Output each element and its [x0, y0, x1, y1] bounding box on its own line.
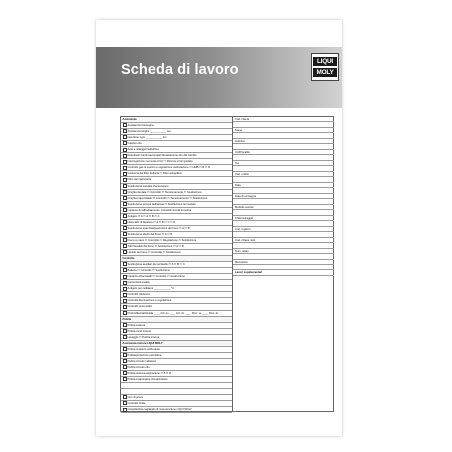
checkbox[interactable] — [123, 293, 127, 297]
checkbox[interactable] — [123, 299, 127, 303]
info-field-label: Data — [233, 183, 334, 188]
info-field-label: Meccanico — [233, 260, 334, 265]
row-label: Sostituzione dischi del freno ☐ A ☐ B — [127, 232, 173, 236]
checkbox[interactable] — [123, 232, 127, 236]
row-label: Assistenza — [122, 118, 137, 121]
row-label: Pulizia vano motore — [127, 329, 152, 333]
row-label: Pulizia esterna — [127, 323, 146, 327]
row-label: Cinghia trapezoidale ☐ Controllo ☐ Tensionamento ☐ Sostituzione — [127, 196, 208, 200]
service-checklist — [121, 117, 233, 411]
row-label: Controllo finale — [127, 402, 146, 406]
checkbox[interactable] — [123, 178, 127, 182]
info-field-label: Data di consegna — [233, 194, 334, 199]
checkbox[interactable] — [123, 305, 127, 309]
checkbox[interactable] — [123, 287, 127, 291]
liqui-moly-logo — [311, 53, 339, 81]
checkbox[interactable] — [123, 154, 127, 158]
checkbox[interactable] — [123, 401, 127, 405]
info-field-label: Cod. ordine — [233, 172, 334, 177]
row-label: Idroscatto di fasatura ☐ A ☐ B ☐ C ☐ D — [127, 220, 176, 224]
row-label: Antigelo per radiatore ___________ °C — [127, 287, 175, 291]
checkbox[interactable] — [123, 135, 127, 139]
row-label: Compilazione tagliando di manutenzione LIQUI MOLY — [127, 408, 192, 412]
checkbox[interactable] — [123, 323, 127, 327]
checkbox[interactable] — [123, 408, 127, 412]
checkbox[interactable] — [123, 148, 127, 152]
row-label: Impianto alzacristalli ☐ Controllo ☐ Sostituzione — [127, 275, 185, 279]
checkbox[interactable] — [123, 395, 127, 399]
customer-info-panel — [233, 117, 334, 411]
checkbox[interactable] — [123, 335, 127, 339]
row-label: Ispezione ogni ___________ km — [127, 136, 167, 140]
info-field-label: Cod. cliente — [233, 117, 334, 122]
checkbox[interactable] — [123, 226, 127, 230]
checkbox[interactable] — [123, 141, 127, 145]
checkbox[interactable] — [123, 311, 127, 315]
row-label: Cambio olio — [127, 142, 142, 146]
row-label: Filtro del carburante — [127, 178, 152, 182]
row-label: Auto a noleggio/redistribui — [127, 148, 159, 152]
row-label: Lavaggio ☐ Pulizia interna — [127, 335, 160, 339]
work-order-sheet — [96, 20, 342, 436]
row-label: Batteria ☐ Controllo ☐ Sostituzione — [127, 269, 170, 273]
checkbox[interactable] — [123, 365, 127, 369]
row-label: Pulizia impianto carburante — [127, 347, 160, 351]
checkbox[interactable] — [123, 377, 127, 381]
checkbox[interactable] — [123, 160, 127, 164]
row-label: Sostituzione ausiliari dei portiselle ☐ A ☐ B ☐ C — [127, 263, 185, 267]
checkbox[interactable] — [123, 129, 127, 133]
row-label: Sostituzione candele d'accensione — [127, 184, 169, 188]
row-label: Assistenza lunghe ___________ km — [127, 130, 171, 134]
checkbox[interactable] — [123, 371, 127, 375]
info-field-label: Modello veicolo — [233, 205, 334, 210]
row-label: Pulizia evaporatore climatizzatore — [127, 378, 168, 382]
row-label: Controllo gas di scarico e regolazione carburazione ☐ HMB ☐ B ☐ D — [127, 166, 211, 170]
checkbox[interactable] — [123, 281, 127, 285]
row-label: Controllo rabbocco — [127, 293, 151, 297]
row-label: Sostituzione spazzola/guarnizioni del freno ☐ A ☐ B — [127, 226, 190, 230]
row-label: Controllo illuminazione e regolazione — [127, 299, 172, 303]
checkbox[interactable] — [123, 202, 127, 206]
checkbox[interactable] — [123, 214, 127, 218]
row-label: Controllo pneumatici — [127, 305, 152, 309]
info-field-label: Nome — [233, 128, 334, 133]
row-label: Liquido del freno ☐ Controllo ☐ Sostituzione — [127, 251, 181, 255]
checkbox[interactable] — [123, 190, 127, 194]
info-field-label: Lavori supplementari — [233, 270, 334, 275]
row-label: Pulizia sistema aspirazione ☐ A ☐ B — [127, 371, 172, 375]
checkbox[interactable] — [123, 268, 127, 272]
checkbox[interactable] — [123, 275, 127, 279]
row-label: Freno a mano ☐ Controllo ☐ Regolazione ☐ Sostituzione — [127, 238, 197, 242]
row-label: Pulizia circuito olio — [127, 365, 150, 369]
checkbox[interactable] — [123, 262, 127, 266]
row-label: Antigelo ☐ A ☐ A ☐ B ☐ C — [127, 214, 160, 218]
row-label: Cinghia dentata ☐ Controllo ☐ Tensionamento ☐ Sostituzione — [127, 190, 202, 194]
page-title: Scheda di lavoro — [121, 62, 239, 78]
info-field-label: CAP/località — [233, 150, 334, 155]
row-label: Impianto di raffreddamento: Controllo tenuta ermetica — [127, 208, 192, 212]
row-label: Cartuccia del filtro dell'aria ☐ Filtro antipolline — [127, 172, 182, 176]
checkbox[interactable] — [123, 220, 127, 224]
info-field-label: Chilometraggio — [233, 216, 334, 221]
checkbox[interactable] — [123, 208, 127, 212]
row-label: Sostituzione pompa dell'acqua ☐ Sostituzione termostato — [127, 202, 196, 206]
row-label: Pulizia — [122, 317, 132, 321]
logo-line-2: MOLY — [313, 68, 337, 77]
checkbox[interactable] — [123, 172, 127, 176]
checkbox[interactable] — [123, 238, 127, 242]
row-label: Assistenza Consegna — [127, 124, 154, 128]
checkbox[interactable] — [123, 166, 127, 170]
info-field-label: Num. telaio — [233, 249, 334, 254]
logo-line-1: LIQUI — [313, 57, 337, 66]
checkbox[interactable] — [123, 244, 127, 248]
row-label: Pulizia circuito radiatore — [127, 359, 157, 363]
row-label: Pulizia/protezione petrolifera — [127, 353, 162, 357]
info-field-label: Cod. chiave motr. — [233, 238, 334, 243]
info-field-label: Indirizzo — [233, 139, 334, 144]
info-field-label: Tel. — [233, 161, 334, 166]
checkbox[interactable] — [123, 123, 127, 127]
row-label: Assistenza motore LIQUI MOLY — [122, 341, 163, 345]
checkbox[interactable] — [123, 329, 127, 333]
checkbox[interactable] — [123, 196, 127, 200]
row-label: Giro di prova — [127, 396, 143, 400]
checkbox[interactable] — [123, 353, 127, 357]
row-label: Controllo — [122, 257, 135, 261]
checklist-row — [121, 407, 232, 413]
row-label: Resettare/ Cambi automatici Resettazione olio del cambio — [127, 154, 197, 158]
row-label: Profondità battistrada ____ Ant. sx ____ Ant. dx ____ Post. sx ____ Post. dx — [127, 311, 219, 315]
checkbox[interactable] — [123, 250, 127, 254]
checkbox[interactable] — [123, 359, 127, 363]
row-label: Tubi flessibili del freno ☐ Sostituzione ☐ A ☐ B — [127, 244, 184, 248]
checkbox[interactable] — [123, 184, 127, 188]
info-field-label: Cod. registro — [233, 227, 334, 232]
work-order-form — [120, 116, 334, 412]
row-label: Interrogazione memoria errori ☐ Ricerca errori guidata — [127, 160, 193, 164]
checkbox[interactable] — [123, 347, 127, 351]
row-label: Carrozzeria esatta — [127, 281, 150, 285]
